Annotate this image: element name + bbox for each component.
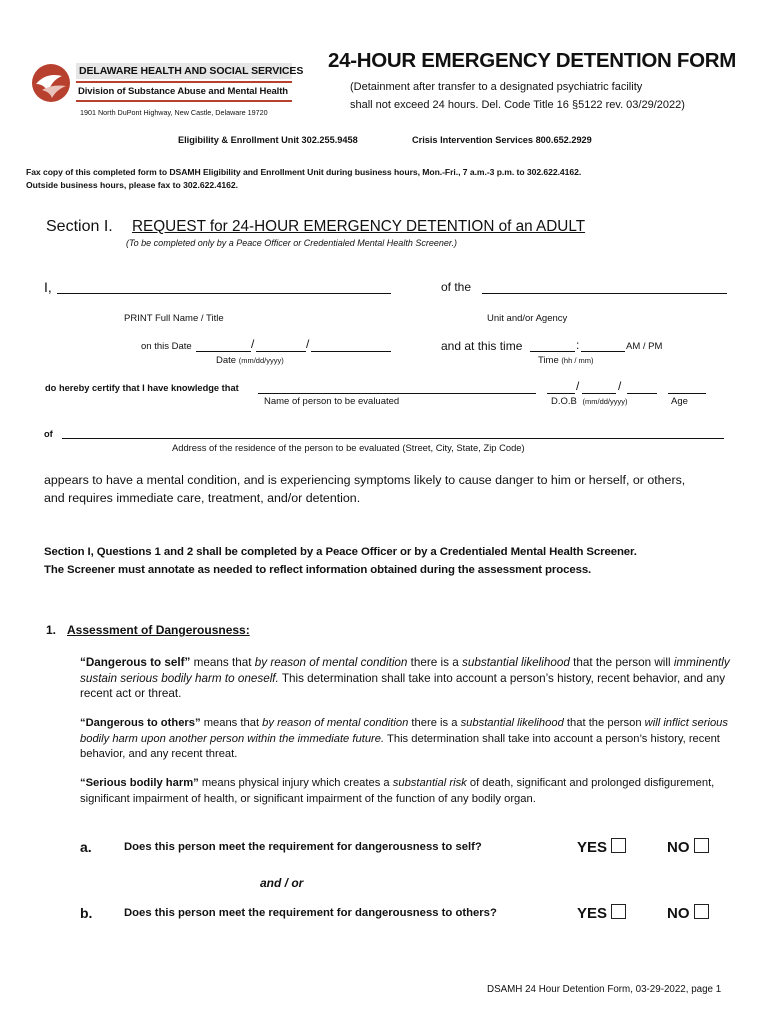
dob-slash-2: /: [618, 379, 622, 393]
form-title: 24-HOUR EMERGENCY DETENTION FORM: [328, 49, 737, 72]
crisis-phone: Crisis Intervention Services 800.652.2929: [412, 135, 592, 145]
question-b-no-checkbox[interactable]: [694, 904, 709, 919]
certify-label: do hereby certify that I have knowledge that: [45, 383, 239, 393]
definition-others-term: “Dangerous to others”: [80, 717, 201, 729]
definition-self: [80, 655, 730, 702]
address-caption: Address of the residence of the person to be evaluated (Street, City, State, Zip Code): [172, 442, 525, 453]
question-a-text: Does this person meet the requirement for dangerousness to self?: [124, 841, 482, 853]
eligibility-phone: Eligibility & Enrollment Unit 302.255.9458: [178, 135, 358, 145]
dob-year-field[interactable]: [627, 393, 657, 394]
definition-italic: substantial likelihood: [462, 656, 570, 669]
time-caption: [538, 355, 594, 366]
assessment-heading: Assessment of Dangerousness:: [67, 623, 250, 637]
org-name: DELAWARE HEALTH AND SOCIAL SERVICES: [79, 65, 304, 77]
of-the-label: of the: [441, 280, 472, 294]
time-hour-field[interactable]: [530, 351, 575, 352]
condition-line-2: and requires immediate care, treatment, and/or detention.: [44, 491, 361, 505]
definition-italic: by reason of mental condition: [254, 656, 408, 669]
question-a-yes[interactable]: [577, 838, 626, 856]
definition-text: means that: [190, 656, 255, 669]
and-at-this-time-label: and at this time: [441, 339, 523, 353]
no-label: NO: [667, 905, 690, 922]
question-a-no-checkbox[interactable]: [694, 838, 709, 853]
question-a-no[interactable]: [667, 838, 709, 856]
question-b-label: b.: [80, 905, 93, 921]
dob-caption: [551, 396, 628, 407]
definition-text: there is a: [407, 656, 462, 669]
question-b-text: Does this person meet the requirement for dangerousness to others?: [124, 907, 497, 919]
definition-text: of death, significant and prolonged disfigurement, significant impairment of health, or significant impairment of the function of any bodily organ.: [80, 777, 715, 805]
i-label: I,: [44, 279, 52, 295]
on-this-date-label: on this Date: [141, 341, 192, 352]
ampm-label: AM / PM: [626, 341, 663, 352]
definition-italic: imminently sustain serious bodily harm to oneself.: [80, 656, 730, 685]
date-caption-main: Date: [216, 355, 237, 366]
division-name: Division of Substance Abuse and Mental Health: [78, 86, 288, 97]
definition-serious-harm: [80, 776, 730, 807]
definition-self-term: “Dangerous to self”: [80, 656, 191, 669]
yes-label: YES: [577, 839, 608, 856]
definition-text: that the person: [563, 717, 645, 729]
form-subtitle-2: shall not exceed 24 hours. Del. Code Title 16 §5122 rev. 03/29/2022): [350, 99, 685, 111]
question-b-yes-checkbox[interactable]: [611, 904, 626, 919]
dob-slash-1: /: [576, 379, 580, 393]
org-address: 1901 North DuPont Highway, New Castle, Delaware 19720: [80, 108, 268, 117]
instruction-line-1: Section I, Questions 1 and 2 shall be completed by a Peace Officer or by a Credentialed Mental Health Screener.: [44, 546, 637, 558]
definition-text: means that: [200, 717, 263, 729]
definition-text: means physical injury which creates a: [198, 777, 393, 789]
condition-line-1: appears to have a mental condition, and is experiencing symptoms likely to cause danger to him or herself, or others,: [44, 473, 686, 487]
time-caption-main: Time: [538, 355, 559, 366]
dob-caption-main: D.O.B: [551, 396, 577, 407]
of-label: of: [44, 429, 53, 439]
address-field[interactable]: [62, 438, 724, 439]
definition-others: [80, 716, 730, 763]
section-label: Section I.: [46, 218, 113, 235]
time-caption-format: (hh / mm): [561, 356, 594, 365]
date-day-field[interactable]: [256, 351, 306, 352]
time-minute-field[interactable]: [581, 351, 625, 352]
division-rule: [76, 100, 292, 102]
person-caption: Name of person to be evaluated: [264, 396, 400, 407]
question-a-label: a.: [80, 839, 92, 855]
date-caption: [216, 355, 284, 366]
section-note: (To be completed only by a Peace Officer or Credentialed Mental Health Screener.): [126, 238, 458, 248]
question-b-no[interactable]: [667, 904, 709, 922]
unit-agency-field[interactable]: [482, 293, 727, 294]
date-caption-format: (mm/dd/yyyy): [238, 356, 284, 365]
definition-text: This determination shall take into account a person’s history, recent behavior, and any recent act or threat.: [80, 671, 726, 700]
print-name-caption: PRINT Full Name / Title: [124, 313, 224, 324]
fax-instruction-1: Fax copy of this completed form to DSAMH Eligibility and Enrollment Unit during business hours, Mon.-Fri., 7 a.m.-3 p.m. to 302.622.4162.: [26, 167, 582, 177]
date-month-field[interactable]: [196, 351, 251, 352]
date-slash-2: /: [306, 337, 310, 351]
age-caption: Age: [671, 396, 688, 407]
page-footer: DSAMH 24 Hour Detention Form, 03-29-2022, page 1: [487, 984, 722, 995]
yes-label: YES: [577, 905, 608, 922]
definition-text: This determination shall take into account a person’s history, recent behavior, and any recent threat.: [80, 732, 720, 760]
question-a-yes-checkbox[interactable]: [611, 838, 626, 853]
dhss-logo: [30, 62, 72, 109]
definition-text: there is a: [408, 717, 461, 729]
unit-caption: Unit and/or Agency: [487, 313, 568, 324]
dob-month-field[interactable]: [547, 393, 575, 394]
age-field[interactable]: [668, 393, 706, 394]
org-name-rule: [76, 81, 292, 83]
question-b-yes[interactable]: [577, 904, 626, 922]
fax-instruction-2: Outside business hours, please fax to 302.622.4162.: [26, 180, 239, 190]
definition-italic: by reason of mental condition: [262, 717, 409, 729]
definition-italic: substantial likelihood: [460, 717, 564, 729]
person-name-field[interactable]: [258, 393, 536, 394]
definition-harm-term: “Serious bodily harm”: [80, 777, 199, 789]
section-title: REQUEST for 24-HOUR EMERGENCY DETENTION of an ADULT: [132, 218, 586, 235]
assessment-number: 1.: [46, 623, 57, 637]
dob-caption-format: (mm/dd/yyyy): [582, 397, 628, 406]
dob-day-field[interactable]: [582, 393, 616, 394]
date-year-field[interactable]: [311, 351, 391, 352]
instruction-line-2: The Screener must annotate as needed to reflect information obtained during the assessment process.: [44, 564, 592, 576]
and-or-label: and / or: [260, 876, 304, 890]
full-name-field[interactable]: [57, 293, 391, 294]
definition-italic: substantial risk: [392, 777, 467, 789]
time-colon: :: [576, 338, 580, 352]
no-label: NO: [667, 839, 690, 856]
date-slash-1: /: [251, 337, 255, 351]
definition-text: that the person will: [569, 656, 674, 669]
form-subtitle-1: (Detainment after transfer to a designated psychiatric facility: [350, 81, 643, 93]
definition-italic: will inflict serious bodily harm upon another person within the immediate future.: [80, 717, 728, 745]
